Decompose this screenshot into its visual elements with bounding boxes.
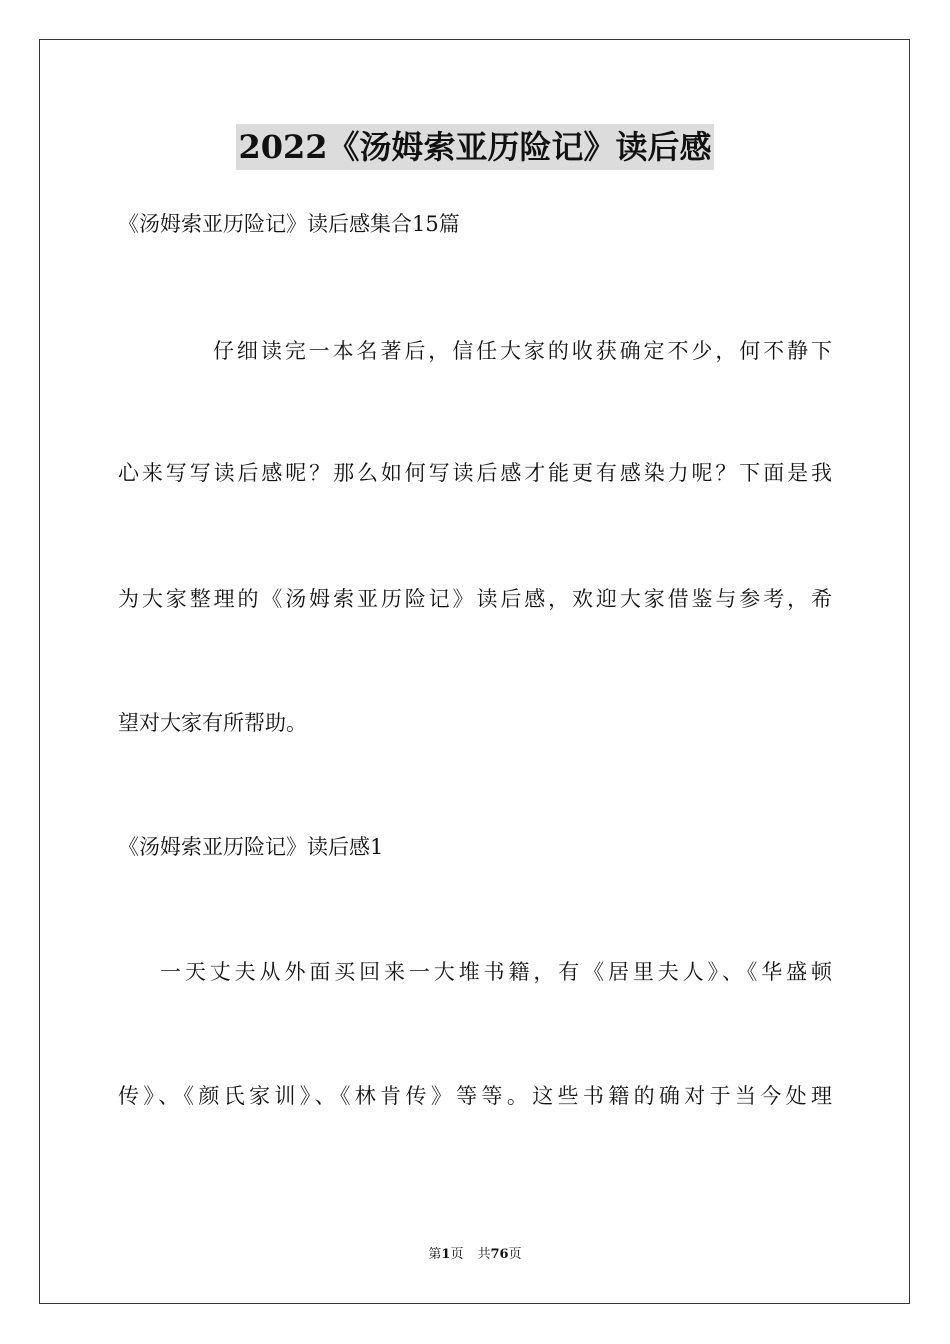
footer-page-prefix: 第 (428, 1247, 442, 1262)
paragraph-1-line-4: 望对大家有所帮助。 (118, 711, 307, 735)
title-container (0, 124, 950, 170)
paragraph-1-line-3: 为大家整理的《汤姆索亚历险记》读后感，欢迎大家借鉴与参考，希 (118, 587, 832, 611)
footer-total-prefix: 共 (477, 1247, 491, 1262)
section-heading: 《汤姆索亚历险记》读后感1 (118, 835, 384, 859)
paragraph-1-line-1: 仔细读完一本名著后，信任大家的收获确定不少，何不静下 (213, 339, 832, 363)
paragraph-1-line-2: 心来写写读后感呢？那么如何写读后感才能更有感染力呢？下面是我 (118, 461, 832, 485)
footer-page-suffix: 页 (450, 1247, 464, 1262)
paragraph-2-line-2: 传》、《颜氏家训》、《林肯传》等等。这些书籍的确对于当今处理 (118, 1084, 832, 1108)
document-subtitle: 《汤姆索亚历险记》读后感集合15篇 (118, 212, 460, 236)
page-footer (0, 1246, 950, 1264)
footer-total-pages: 76 (490, 1247, 509, 1262)
footer-total-suffix: 页 (508, 1247, 522, 1262)
footer-page-number: 1 (441, 1247, 451, 1262)
paragraph-2-line-1: 一天丈夫从外面买回来一大堆书籍，有《居里夫人》、《华盛顿 (160, 960, 832, 984)
document-title: 2022《汤姆索亚历险记》读后感 (236, 124, 713, 170)
